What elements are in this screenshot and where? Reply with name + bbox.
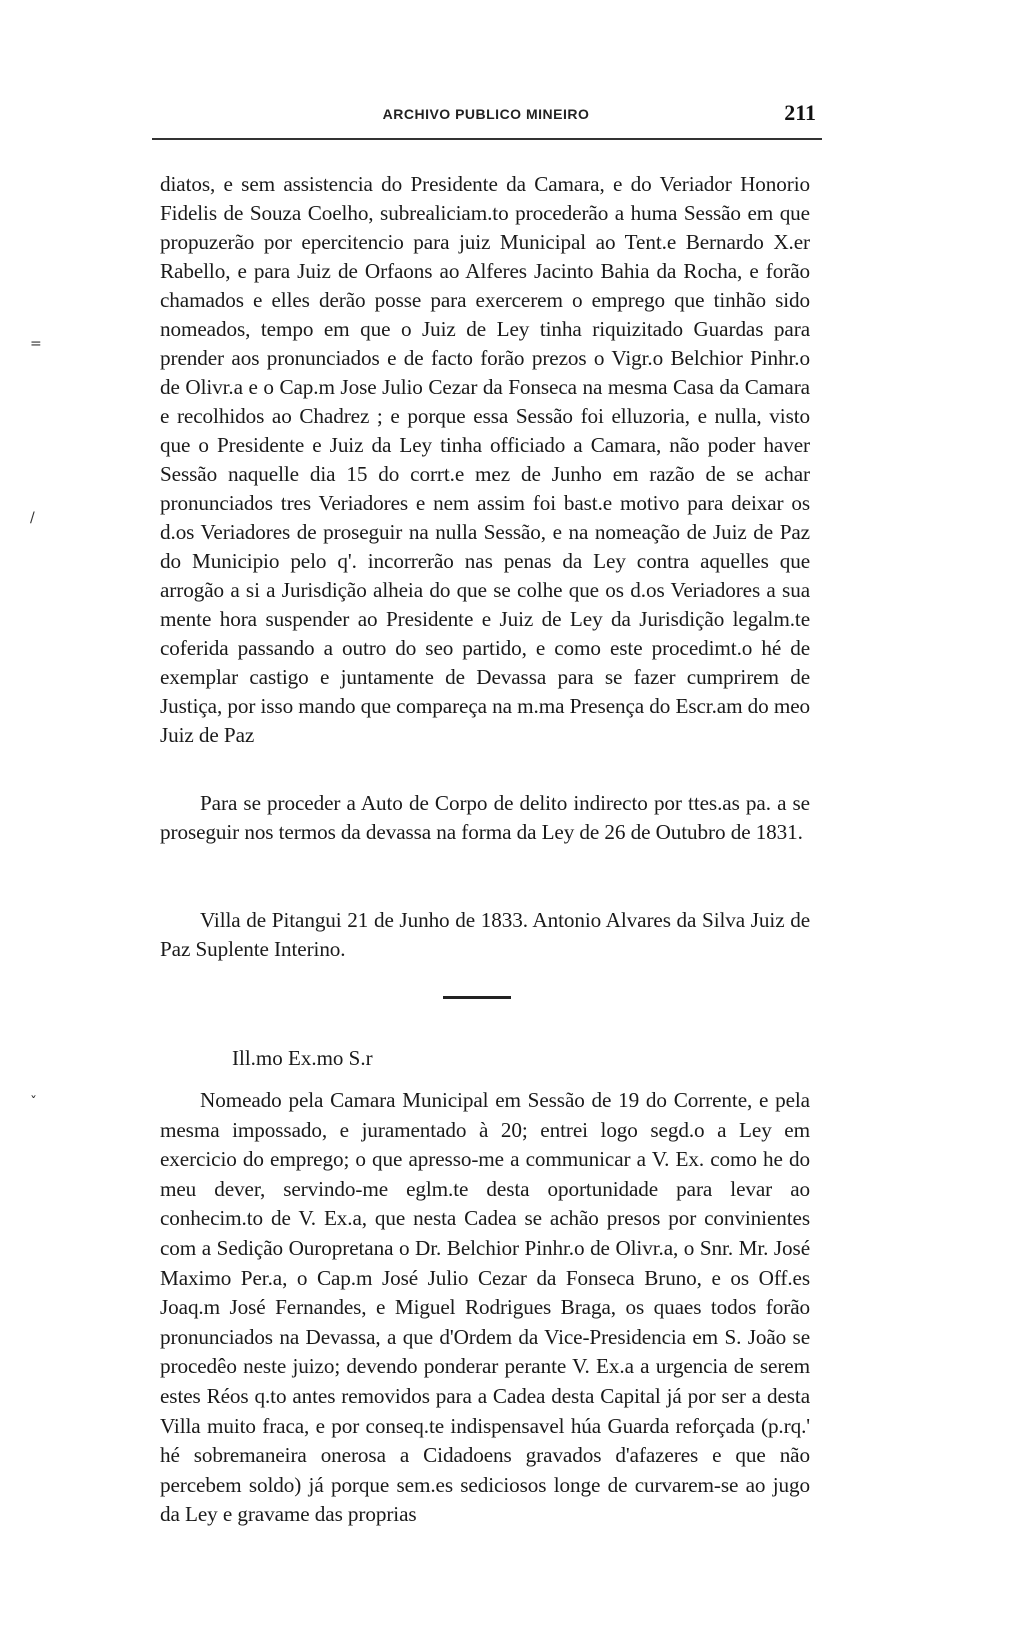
paragraph-continued-text: diatos, e sem assistencia do Presidente da Camara, e do Veriador Honorio Fidelis de Souza Coelho, subrealiciam.to procederão a huma Sessão em que propuzerão por epercitencio para juiz Municipal ao Tent.e Bernardo X.er Rabello, e para Juiz de Orfaons ao Alferes Jacinto Bahia da Rocha, e forão chamados e elles derão posse para exercerem o emprego que tinhão sido nomeados, tempo em que o Juiz de Ley tinha riquizitado Guardas para prender aos pronunciados e de facto forão prezos o Vigr.o Belchior Pinhr.o de Olivr.a e o Cap.m Jose Julio Cezar da Fonseca na mesma Casa da Camara e recolhidos ao Chadrez ; e porque essa Sessão foi elluzoria, e nulla, visto que o Presidente e Juiz da Ley tinha officiado a Camara, não poder haver Sessão naquelle dia 15 do corrt.e mez de Junho em razão de se achar pronunciados tres Veriadores e nem assim foi bast.e motivo para deixar os d.os Veriadores de proseguir na nulla Sessão, e na nomeação de Juiz de Paz do Municipio pelo q'. incorrerão nas penas da Ley contra aquelles que arrogão a si a Jurisdição alheia do que se colhe que os d.os Veriadores a sua mente hora suspender ao Presidente e Juiz de Ley da Jurisdição legalm.te coferida passando a outro do seo partido, e como este procedimt.o hé de exemplar castigo e juntamente de Devassa para se fazer cumprirem de Justiça, por isso mando que compareça na m.ma Presença do Escr.am do meo Juiz de Paz [160, 172, 811, 747]
header-title: ARCHIVO PUBLICO MINEIRO [382, 106, 590, 122]
section-separator [443, 996, 511, 999]
paragraph-letter-body: Nomeado pela Camara Municipal em Sessão de 19 do Corrente, e pela mesma impossado, e juramentado à 20; entrei logo segd.o a Ley em exercicio do emprego; o que apresso-me a communicar a V. Ex. como he do meu dever, servindo-me eglm.te desta oportunidade para levar ao conhecim.to de V. Ex.a, que nesta Cadea se achão presos por convinientes com a Sedição Ouropretana o Dr. Belchior Pinhr.o de Olivr.a, o Snr. Mr. José Maximo Per.a, o Cap.m José Julio Cezar da Fonseca Bruno, e os Off.es Joaq.m José Fernandes, e Miguel Rodrigues Braga, os quaes todos forão pronunciados na Devassa, a que d'Ordem da Vice-Presidencia em S. João se procedêo neste juizo; devendo ponderar perante V. Ex.a a urgencia de serem estes Réos q.to antes removidos para a Cadea desta Capital já por ser a desta Villa muito fraca, e por conseq.te indispensavel húa Guarda reforçada (p.rq.' hé sobremaneira onerosa a Cidadoens gravados d'afazeres e que não percebem soldo) já porque sem.es sediciosos longe de curvarem-se ao jugo da Ley e gravame das proprias [160, 1088, 810, 1527]
running-header [152, 100, 820, 134]
header-rule [152, 138, 822, 140]
paragraph-date-signature: Villa de Pitangui 21 de Junho de 1833. Antonio Alvares da Silva Juiz de Paz Suplente Interino. [160, 908, 810, 961]
margin-mark: = [30, 336, 42, 352]
margin-mark: / [30, 510, 35, 526]
margin-mark: ˇ [30, 1095, 37, 1111]
salutation: Ill.mo Ex.mo S.r [232, 1046, 373, 1070]
paragraph-corpo-delito: Para se proceder a Auto de Corpo de delito indirecto por ttes.as pa. a se proseguir nos termos da devassa na forma da Ley de 26 de Outubro de 1831. [160, 791, 810, 844]
page-number: 211 [784, 100, 816, 125]
